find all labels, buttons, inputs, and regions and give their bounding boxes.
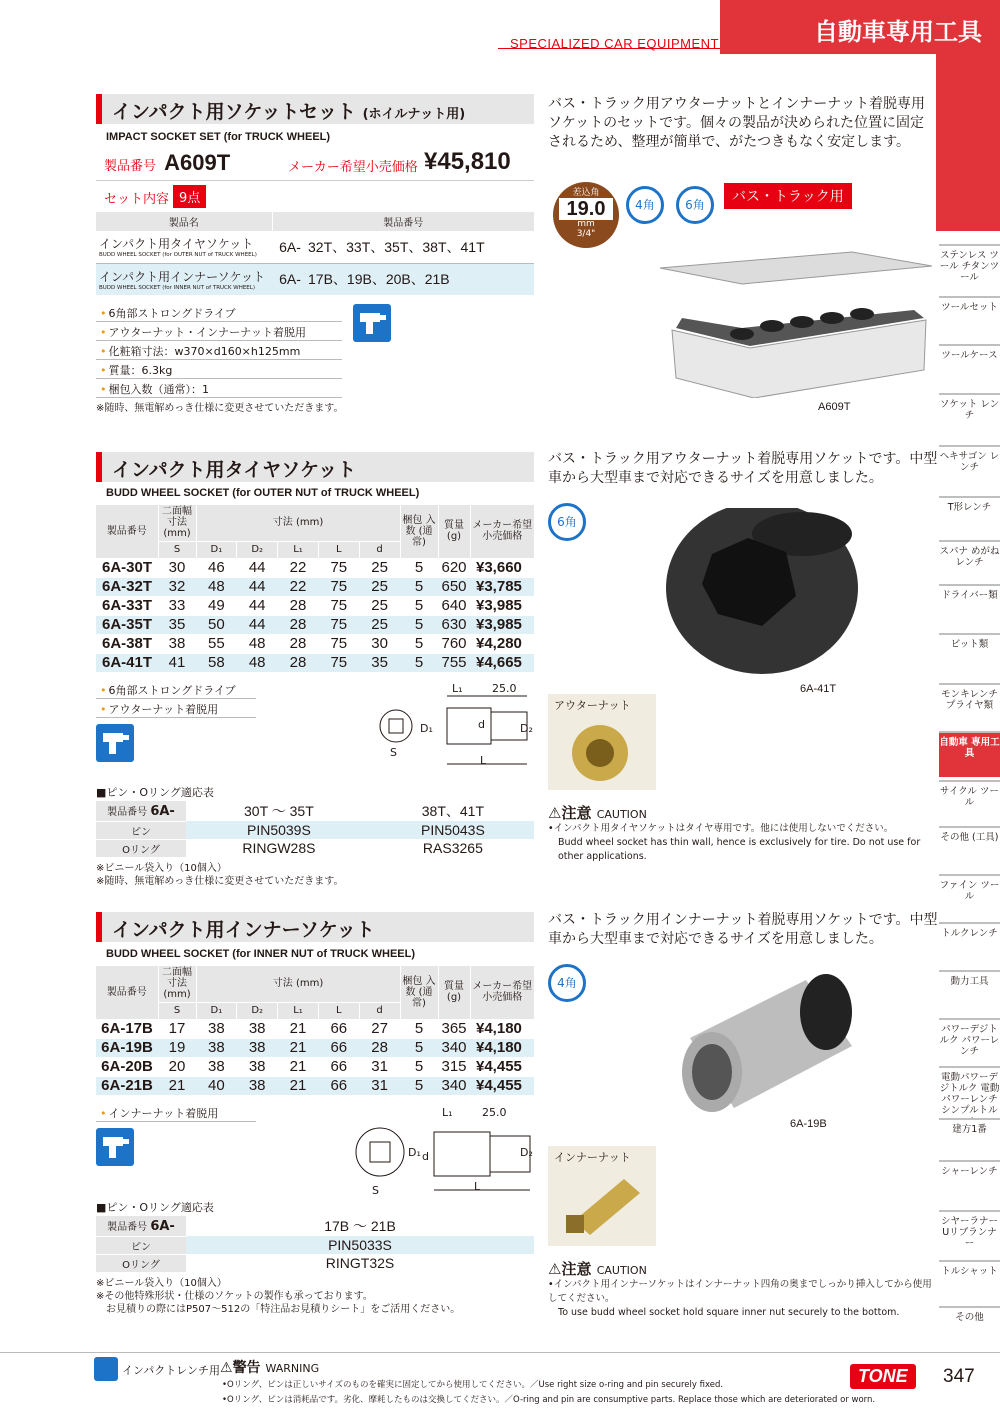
set-note: ※随時、無電解めっき仕様に変更させていただきます。 — [96, 403, 344, 414]
table-cell: 6A-21B — [96, 1076, 158, 1095]
outer-socket-photo — [662, 508, 872, 688]
side-tab[interactable]: 動力工具 — [939, 970, 1000, 1016]
inner-pin-title: ■ピン・Oリング適応表 — [96, 1201, 214, 1214]
inner-socket-photo — [676, 972, 868, 1122]
side-tab[interactable]: サイクル ツール — [939, 780, 1000, 824]
side-tab[interactable]: その他 — [939, 1306, 1000, 1352]
table-cell: 33 — [158, 596, 196, 615]
table-cell: 6A-41T — [96, 653, 158, 672]
list-item: • インナーナット着脱用 — [96, 1103, 256, 1122]
table-cell: 50 — [196, 615, 237, 634]
set-count-badge: 9点 — [173, 185, 206, 208]
table-cell: 5 — [400, 615, 438, 634]
table-cell: 21 — [278, 1057, 319, 1076]
square-drive-badge: 4角 — [548, 964, 586, 1002]
side-tab[interactable]: トルシャット — [939, 1260, 1000, 1304]
table-row — [96, 615, 534, 634]
set-price-label: メーカー希望小売価格 — [288, 160, 418, 175]
footer-impact-label: インパクトレンチ用 — [122, 1364, 220, 1377]
side-tab[interactable]: シヤーラナー Uリブランナー — [939, 1210, 1000, 1258]
table-cell: 6A-19B — [96, 1038, 158, 1057]
side-tab[interactable]: パワーデジトルク パワーレンチ — [939, 1018, 1000, 1064]
list-item: • 6角部ストロングドライブ — [96, 303, 342, 322]
hex-drive-badge: 6角 — [548, 503, 586, 541]
table-cell: ¥4,180 — [470, 1019, 534, 1038]
table-row — [96, 558, 534, 577]
table-row — [96, 596, 534, 615]
drive-size-badge: 差込角 19.0 mm 3/4" — [553, 182, 619, 248]
table-row — [96, 1057, 534, 1076]
table-cell: 6A-17B — [96, 1019, 158, 1038]
table-cell: 25 — [359, 577, 400, 596]
table-cell: 75 — [318, 615, 359, 634]
outer-notes: ※ビニール袋入り（10個入） ※随時、無電解めっき仕様に変更させていただきます。 — [96, 863, 344, 887]
table-cell: 32 — [158, 577, 196, 596]
set-table: 製品名 製品番号 インパクト用タイヤソケット BUDD WHEEL SOCKET (for OUTER NUT of TRUCK WHEEL) 6A- 32T、33T、35T、38T、41T インパクト用インナーソケット BUDD WHEEL SOCKET (for INNER NUT of TRUCK WHEEL) 6A- 17B、19B、20B、21B — [96, 212, 534, 295]
table-cell: 38 — [237, 1019, 278, 1038]
inner-nut-photo: インナーナット — [548, 1146, 656, 1246]
table-cell: 27 — [359, 1019, 400, 1038]
table-cell: 640 — [438, 596, 470, 615]
table-cell: 5 — [400, 577, 438, 596]
table-cell: 5 — [400, 1076, 438, 1095]
table-cell: 5 — [400, 634, 438, 653]
impact-wrench-icon — [96, 724, 134, 762]
table-cell: 30 — [158, 558, 196, 577]
table-row — [96, 1038, 534, 1057]
table-cell: 5 — [400, 596, 438, 615]
footer-warning-text: •Oリング、ピンは正しいサイズのものを確実に固定してから使用してください。／Use right size o-ring and pin securely fixed. •Oリング、ピンは消耗品です。劣化、摩耗したものは交換してください。／O-ring and pin are consumptive parts. Replace those which are deteriorated or worn. — [222, 1380, 876, 1405]
inner-pin-table: 製品番号 6A- 17B ～ 21B ピン PIN5033S Oリング RINGT32S — [96, 1216, 534, 1273]
table-cell: 40 — [196, 1076, 237, 1095]
table-cell: ¥4,455 — [470, 1057, 534, 1076]
set-description: バス・トラック用アウターナットとインナーナット着脱専用ソケットのセットです。個々の製品が決められた位置に固定されるため、整理が簡単で、がたつきもなく安定します。 — [548, 96, 926, 150]
table-cell: 17 — [158, 1019, 196, 1038]
tone-logo: TONE — [850, 1364, 916, 1389]
table-cell: 66 — [318, 1057, 359, 1076]
side-tab[interactable]: T形レンチ — [939, 496, 1000, 538]
side-tab[interactable]: 電動パワーデジトルク 電動パワーレンチ シンプルトル — [939, 1066, 1000, 1116]
table-cell: 35 — [158, 615, 196, 634]
table-cell: 25 — [359, 615, 400, 634]
outer-pin-title: ■ピン・Oリング適応表 — [96, 786, 214, 799]
table-cell: ¥3,985 — [470, 615, 534, 634]
table-cell: 31 — [359, 1076, 400, 1095]
truck-use-badge: バス・トラック用 — [724, 183, 852, 209]
table-cell: 38 — [196, 1057, 237, 1076]
list-item: • 質量：6.3kg — [96, 360, 342, 379]
table-cell: 48 — [237, 653, 278, 672]
side-tab[interactable]: ビット類 — [939, 633, 1000, 681]
set-price: ¥45,810 — [424, 148, 511, 175]
table-cell: 38 — [196, 1019, 237, 1038]
table-cell: 41 — [158, 653, 196, 672]
table-cell: 28 — [278, 596, 319, 615]
table-cell: 38 — [237, 1076, 278, 1095]
footer-warning: ⚠警告 WARNING — [220, 1360, 320, 1376]
table-cell: 75 — [318, 596, 359, 615]
table-cell: 6A-38T — [96, 634, 158, 653]
table-cell: 66 — [318, 1019, 359, 1038]
set-photo-label: A609T — [818, 401, 851, 413]
outer-spec-table: 製品番号 二面幅 寸法 (mm) 寸法 (mm) 梱包 入数 (通常) 質量 (g) メーカー希望 小売価格 S D₁ D₂ L₁ L d 6A-30T 30 46 44 22 75 25 5 620 ¥3,660 6A-32T 32 48 44 22 75 25 5 650 ¥3,785 6A-33T 33 49 44 28 75 25 5 640 ¥3,985 6A-35T 35 50 44 28 75 25 5 630 ¥3,985 6A-38T 38 55 48 28 75 30 5 760 ¥4,280 6A-41T 41 58 48 28 75 35 5 755 ¥4,665 — [96, 505, 534, 673]
table-cell: 66 — [318, 1038, 359, 1057]
table-cell: 28 — [278, 615, 319, 634]
inner-title-en: BUDD WHEEL SOCKET (for INNER NUT of TRUCK WHEEL) — [106, 948, 415, 960]
table-cell: 38 — [237, 1057, 278, 1076]
table-cell: 630 — [438, 615, 470, 634]
table-cell: 620 — [438, 558, 470, 577]
outer-features — [96, 680, 256, 718]
impact-wrench-icon — [96, 1128, 134, 1166]
side-tab[interactable]: ツールケース — [939, 344, 1000, 390]
impact-wrench-icon — [94, 1357, 118, 1381]
table-row — [96, 634, 534, 653]
table-cell: ¥3,660 — [470, 558, 534, 577]
table-cell: 38 — [196, 1038, 237, 1057]
list-item: • アウターナット・インナーナット着脱用 — [96, 322, 342, 341]
table-cell: 21 — [278, 1076, 319, 1095]
table-cell: ¥4,280 — [470, 634, 534, 653]
table-cell: 31 — [359, 1057, 400, 1076]
outer-title: インパクト用タイヤソケット — [96, 452, 534, 482]
side-tab[interactable]: モンキレンチ プライヤ類 — [939, 683, 1000, 729]
hex-drive-badge: 6角 — [676, 186, 714, 224]
outer-pin-table: 製品番号 6A- 30T ～ 35T 38T、41T ピン PIN5039S PIN5043S Oリング RINGW28S RAS3265 — [96, 801, 534, 858]
side-tab[interactable]: シャーレンチ — [939, 1160, 1000, 1208]
inner-notes: ※ビニール袋入り（10個入） ※その他特殊形状・仕様のソケットの製作も承っております。 お見積りの際にはP507～512の「特注品お見積りシート」をご活用ください。 — [96, 1278, 461, 1315]
socket-set-case-photo — [652, 248, 932, 398]
table-cell: 30 — [359, 634, 400, 653]
tabs-red-bar — [936, 54, 1000, 231]
header-category: 自動車専用工具 — [720, 0, 1000, 54]
table-cell: ¥4,455 — [470, 1076, 534, 1095]
side-tab[interactable]: ドライバー類 — [939, 584, 1000, 630]
side-tab[interactable]: トルクレンチ — [939, 922, 1000, 968]
table-cell: 46 — [196, 558, 237, 577]
table-cell: 22 — [278, 558, 319, 577]
outer-caution: ⚠注意 CAUTION •インパクト用タイヤソケットはタイヤ専用です。他には使用しないでください。 Budd wheel socket has thin wall, hence is exclusively for tire. Do not use for other applications. — [548, 804, 921, 862]
outer-title-en: BUDD WHEEL SOCKET (for OUTER NUT of TRUCK WHEEL) — [106, 487, 420, 499]
table-cell: 21 — [278, 1019, 319, 1038]
outer-photo-label: 6A-41T — [800, 683, 837, 695]
table-cell: 340 — [438, 1038, 470, 1057]
table-cell: 25 — [359, 558, 400, 577]
table-cell: 760 — [438, 634, 470, 653]
table-cell: ¥4,180 — [470, 1038, 534, 1057]
table-cell: 20 — [158, 1057, 196, 1076]
list-item: • 梱包入数（通常）：1 — [96, 379, 342, 398]
side-tab[interactable]: 自動車 専用工具 — [939, 731, 1000, 777]
set-code-row: 製品番号 A609T — [104, 150, 231, 175]
table-cell: 75 — [318, 558, 359, 577]
table-cell: 650 — [438, 577, 470, 596]
table-cell: 315 — [438, 1057, 470, 1076]
table-cell: 49 — [196, 596, 237, 615]
table-cell: 75 — [318, 577, 359, 596]
table-cell: 58 — [196, 653, 237, 672]
table-cell: 44 — [237, 615, 278, 634]
set-title: インパクト用ソケットセット (ホイルナット用) — [96, 94, 534, 124]
inner-dimension-drawing: L₁ 25.0 D₁ d D₂ S L — [350, 1106, 540, 1202]
table-cell: 5 — [400, 1038, 438, 1057]
table-cell: 44 — [237, 577, 278, 596]
table-cell: 5 — [400, 558, 438, 577]
set-code: A609T — [164, 150, 231, 175]
header-en: SPECIALIZED CAR EQUIPMENT — [510, 36, 719, 51]
table-cell: 21 — [278, 1038, 319, 1057]
side-tab[interactable]: スパナ めがねレンチ — [939, 540, 1000, 584]
table-cell: 48 — [196, 577, 237, 596]
table-cell: 5 — [400, 1057, 438, 1076]
table-cell: 35 — [359, 653, 400, 672]
table-cell: 21 — [158, 1076, 196, 1095]
inner-caution: ⚠注意 CAUTION •インパクト用インナーソケットはインナーナット四角の奥までしっかり挿入してから使用してください。 To use budd wheel socket hold square inner nut securely to the bottom. — [548, 1260, 932, 1318]
table-cell: 5 — [400, 1019, 438, 1038]
table-cell: 340 — [438, 1076, 470, 1095]
table-cell: ¥3,985 — [470, 596, 534, 615]
page-number: 347 — [943, 1366, 975, 1387]
table-cell: 38 — [158, 634, 196, 653]
table-cell: 6A-32T — [96, 577, 158, 596]
list-item: • アウターナット着脱用 — [96, 699, 256, 718]
table-cell: 66 — [318, 1076, 359, 1095]
side-tab[interactable]: その他 (工具) — [939, 826, 1000, 872]
table-cell: 28 — [278, 634, 319, 653]
table-cell: 25 — [359, 596, 400, 615]
table-cell: 22 — [278, 577, 319, 596]
table-row — [96, 1019, 534, 1038]
outer-description: バス・トラック用アウターナット着脱専用ソケットです。中型車から大型車まで対応できるサイズを用意しました。 — [548, 451, 938, 486]
square-drive-badge: 4角 — [626, 186, 664, 224]
side-tab[interactable]: 建方1番 — [939, 1118, 1000, 1158]
table-cell: 6A-20B — [96, 1057, 158, 1076]
list-item: • 化粧箱寸法：w370×d160×h125mm — [96, 341, 342, 360]
side-tab[interactable]: ファイン ツール — [939, 874, 1000, 920]
table-cell: 365 — [438, 1019, 470, 1038]
table-cell: ¥4,665 — [470, 653, 534, 672]
table-cell: 75 — [318, 653, 359, 672]
inner-photo-label: 6A-19B — [790, 1118, 827, 1130]
inner-features — [96, 1103, 256, 1122]
table-cell: 755 — [438, 653, 470, 672]
table-cell: 6A-30T — [96, 558, 158, 577]
inner-description: バス・トラック用インナーナット着脱専用ソケットです。中型車から大型車まで対応できるサイズを用意しました。 — [548, 912, 938, 947]
table-cell: ¥3,785 — [470, 577, 534, 596]
table-cell: 28 — [278, 653, 319, 672]
table-cell: 19 — [158, 1038, 196, 1057]
table-cell: 28 — [359, 1038, 400, 1057]
set-content-row: セット内容 9点 — [96, 180, 534, 210]
footer-rule — [0, 1352, 1000, 1353]
table-cell: 75 — [318, 634, 359, 653]
table-cell: 44 — [237, 558, 278, 577]
set-features — [96, 303, 342, 398]
table-row — [96, 577, 534, 596]
inner-title: インパクト用インナーソケット — [96, 912, 534, 942]
table-cell: 44 — [237, 596, 278, 615]
side-tab[interactable]: ソケット レンチ — [939, 393, 1000, 443]
impact-wrench-icon — [353, 304, 391, 342]
table-cell: 6A-33T — [96, 596, 158, 615]
table-cell: 48 — [237, 634, 278, 653]
table-cell: 55 — [196, 634, 237, 653]
table-row — [96, 1076, 534, 1095]
table-cell: 6A-35T — [96, 615, 158, 634]
side-tab[interactable]: ヘキサゴン レンチ — [939, 445, 1000, 493]
table-cell: 38 — [237, 1038, 278, 1057]
list-item: • 6角部ストロングドライブ — [96, 680, 256, 699]
outer-nut-photo: アウターナット — [548, 694, 656, 790]
table-cell: 5 — [400, 653, 438, 672]
inner-spec-table: 製品番号 二面幅 寸法 (mm) 寸法 (mm) 梱包 入数 (通常) 質量 (g) メーカー希望 小売価格 S D₁ D₂ L₁ L d 6A-17B 17 38 38 21 66 27 5 365 ¥4,180 6A-19B 19 38 38 21 66 28 5 340 ¥4,180 6A-20B 20 38 38 21 66 31 5 315 ¥4,455 6A-21B 21 40 38 21 66 31 5 340 ¥4,455 — [96, 966, 534, 1096]
side-tab[interactable]: ツールセット — [939, 296, 1000, 342]
side-tab[interactable]: ステンレス ツール チタンツール — [939, 244, 1000, 294]
set-title-en: IMPACT SOCKET SET (for TRUCK WHEEL) — [106, 131, 331, 143]
outer-dimension-drawing: L₁ 25.0 D₁ d D₂ S L — [372, 682, 538, 772]
table-row — [96, 653, 534, 672]
